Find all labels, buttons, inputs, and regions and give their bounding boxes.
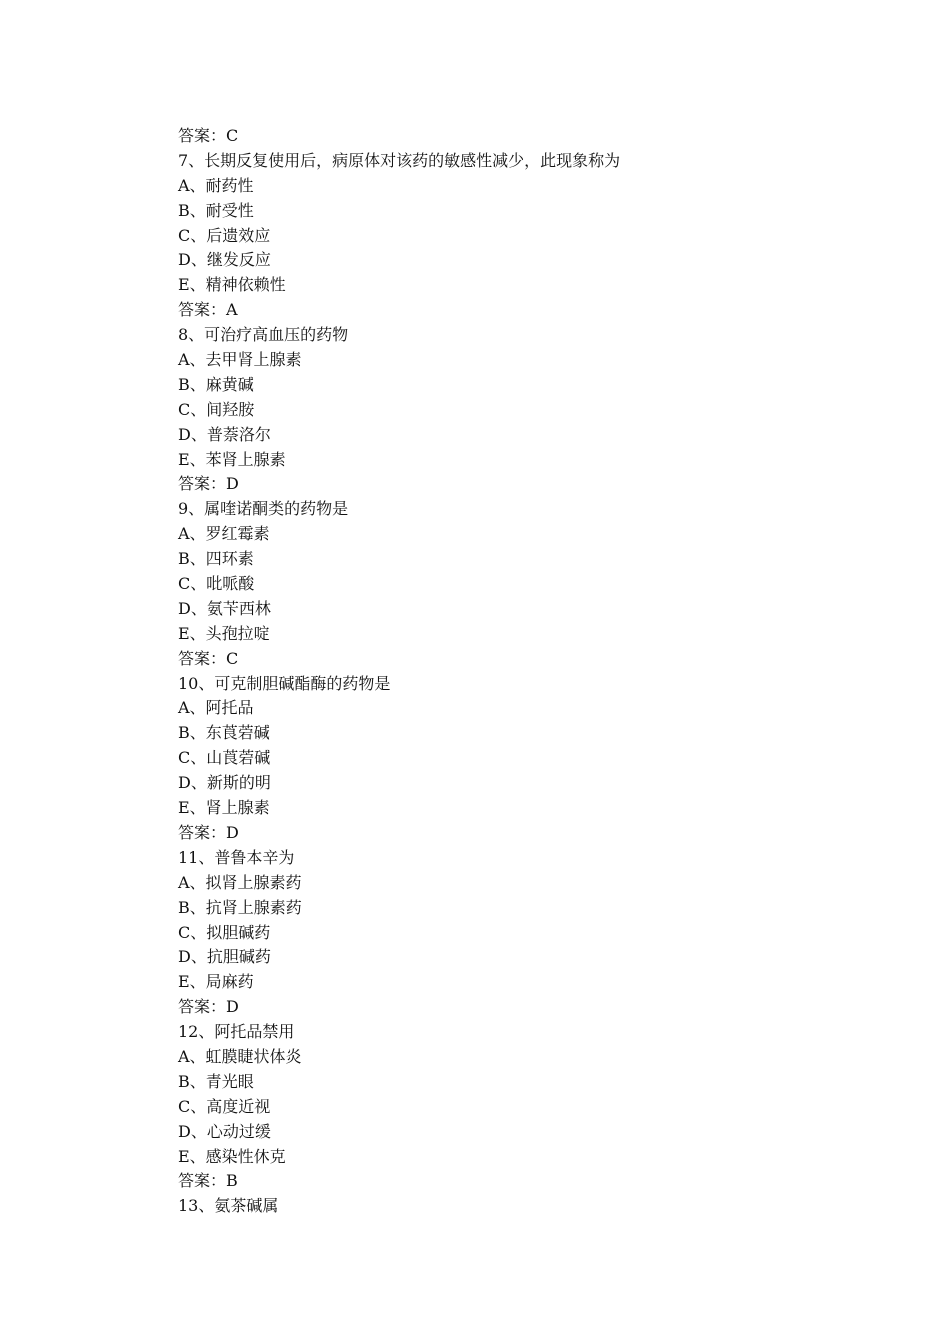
question-list [178,124,878,1219]
answer-line: 答案：C [178,126,239,145]
option-line: B、抗肾上腺素药 [178,897,302,917]
option-line: E、肾上腺素 [178,798,270,818]
option-line: C、吡哌酸 [178,574,255,594]
option-line: A、耐药性 [178,175,254,195]
question-line: 12、阿托品禁用 [178,1022,295,1042]
option-line: A、阿托品 [178,698,254,718]
option-line: C、山莨菪碱 [178,748,271,768]
question-line: 8、可治疗高血压的药物 [178,325,349,345]
option-line: D、心动过缓 [178,1121,271,1141]
option-line: C、间羟胺 [178,399,255,419]
option-line: D、普萘洛尔 [178,424,271,444]
option-line: B、四环素 [178,549,254,569]
option-line: D、继发反应 [178,250,271,270]
option-line: D、氨苄西林 [178,598,271,618]
answer-line: 答案：D [178,474,239,494]
option-line: B、青光眼 [178,1071,254,1091]
option-line: B、东莨菪碱 [178,723,270,743]
answer-line: 答案：C [178,648,239,668]
option-line: D、新斯的明 [178,773,271,793]
option-line: A、拟肾上腺素药 [178,872,302,892]
option-line: E、头孢拉啶 [178,623,270,643]
option-line: B、耐受性 [178,200,254,220]
question-line: 7、长期反复使用后，病原体对该药的敏感性减少，此现象称为 [178,150,621,170]
answer-line: 答案：D [178,822,239,842]
option-line: D、抗胆碱药 [178,947,271,967]
option-line: A、虹膜睫状体炎 [178,1046,302,1066]
question-line: 13、氨茶碱属 [178,1196,279,1216]
question-line: 11、普鲁本辛为 [178,847,295,867]
option-line: E、精神依赖性 [178,275,286,295]
option-line: E、苯肾上腺素 [178,449,286,469]
question-line: 10、可克制胆碱酯酶的药物是 [178,673,391,693]
option-line: C、拟胆碱药 [178,922,271,942]
answer-line: 答案：B [178,1171,238,1191]
answer-line: 答案：D [178,997,239,1017]
option-line: C、后遗效应 [178,225,271,245]
option-line: A、去甲肾上腺素 [178,350,302,370]
option-line: E、感染性休克 [178,1146,286,1166]
question-line: 9、属喹诺酮类的药物是 [178,499,349,519]
option-line: C、高度近视 [178,1096,271,1116]
answer-line: 答案：A [178,300,238,320]
option-line: B、麻黄碱 [178,374,254,394]
option-line: A、罗红霉素 [178,524,270,544]
option-line: E、局麻药 [178,972,254,992]
